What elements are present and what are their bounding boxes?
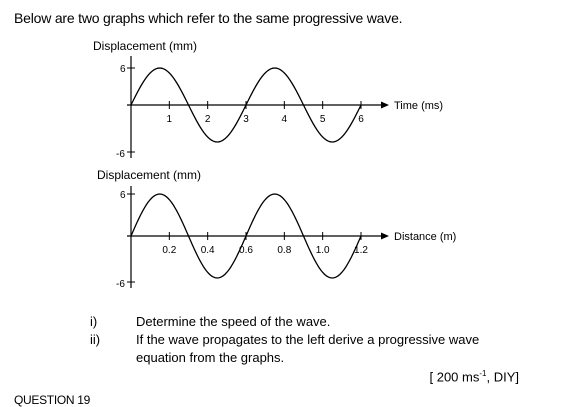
question-text: If the wave propagates to the left derive a progressive wave equation from the graphs.	[136, 332, 480, 365]
x-tick-label: 2	[204, 114, 211, 125]
answer-prefix: [ 200 ms	[429, 369, 480, 385]
question-list	[90, 313, 516, 367]
x-tick-label: 0.4	[200, 245, 215, 256]
x-tick-label: 4	[281, 114, 288, 125]
question-number: ii)	[90, 332, 101, 347]
x-tick-label: 5	[319, 114, 326, 125]
x-tick-label: 1.0	[315, 245, 330, 256]
displacement-time-graph	[0, 30, 577, 165]
question-number: i)	[90, 314, 98, 329]
x-tick-label: 0.2	[162, 245, 177, 256]
question-item	[90, 313, 516, 331]
x-tick-label: 0.8	[277, 245, 292, 256]
displacement-distance-graph	[0, 160, 577, 295]
y-tick-label-top: 6	[120, 190, 126, 201]
question-item	[90, 331, 516, 367]
x-axis-arrow	[381, 233, 389, 240]
answer-suffix: , DIY]	[486, 369, 519, 385]
y-tick-label-top: 6	[120, 64, 126, 75]
x-tick-label: 1.2	[354, 245, 368, 256]
x-axis-title: Distance (m)	[394, 231, 457, 243]
x-tick-label: 3	[243, 114, 249, 125]
question-text: Determine the speed of the wave.	[136, 314, 331, 329]
x-tick-label: 6	[358, 114, 364, 125]
answer-superscript: -1	[479, 369, 487, 378]
y-tick-label-bottom: -6	[116, 279, 125, 290]
intro-text: Below are two graphs which refer to the same progressive wave.	[14, 10, 403, 26]
x-tick-label: 1	[166, 114, 173, 125]
y-axis-title: Displacement (mm)	[97, 168, 202, 182]
y-axis-title: Displacement (mm)	[93, 39, 198, 53]
question-heading: QUESTION 19	[14, 393, 91, 407]
y-tick-label-bottom: -6	[116, 149, 125, 160]
answer-hint	[430, 369, 520, 384]
x-tick-label: 0.6	[239, 245, 253, 256]
x-axis-arrow	[381, 102, 389, 109]
x-axis-title: Time (ms)	[394, 100, 444, 112]
